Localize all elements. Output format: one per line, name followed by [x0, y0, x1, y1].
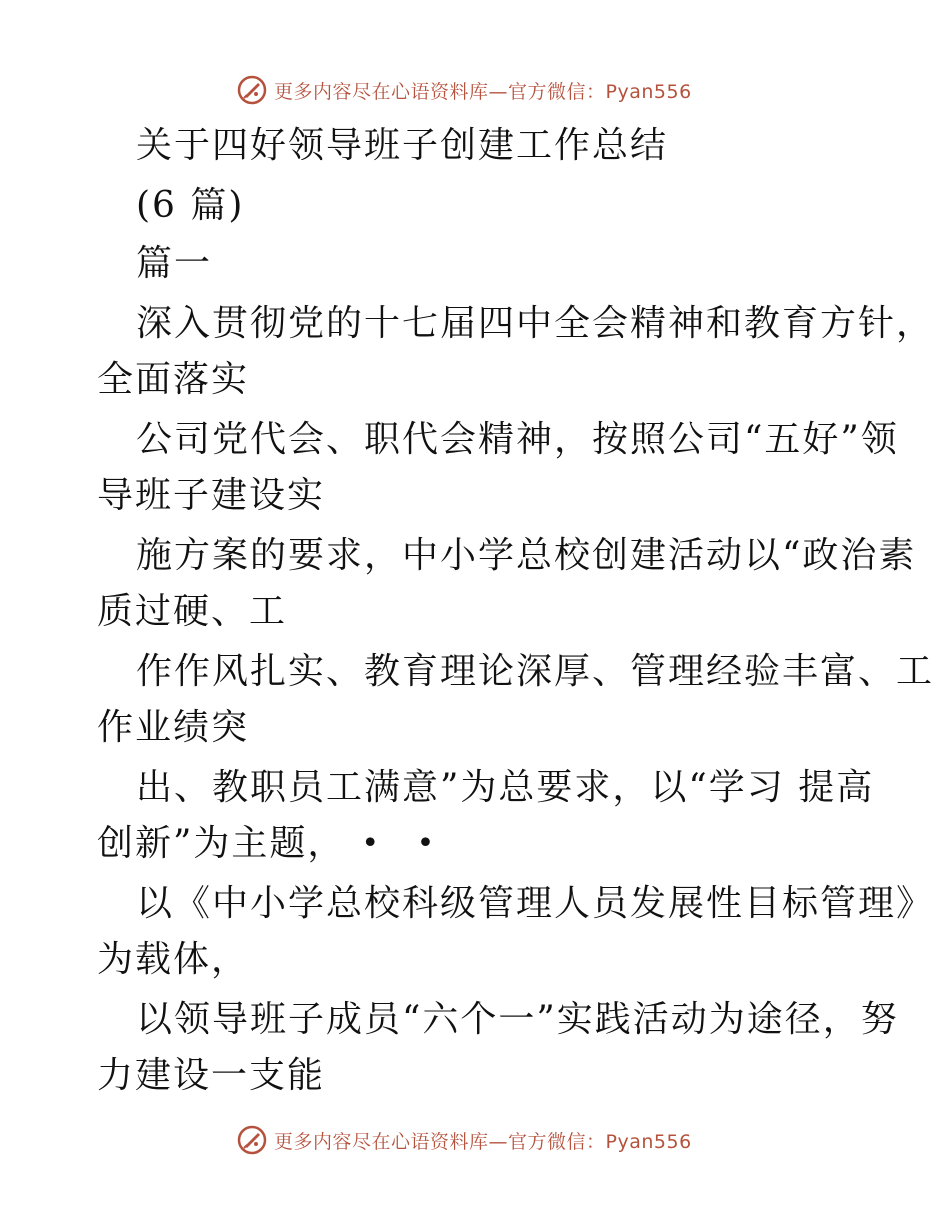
paragraph-line: 力建设一支能: [97, 1055, 326, 1096]
paragraph-line: 作业绩突: [97, 707, 250, 748]
section-heading: 篇一: [136, 243, 213, 284]
watermark-header: [236, 74, 692, 106]
paragraph-line: 质过硬、工: [97, 591, 288, 632]
paragraph-line: 深入贯彻党的十七届四中全会精神和教育方针，: [136, 303, 935, 344]
paragraph-line: [97, 822, 448, 866]
paragraph-line: 以领导班子成员“六个一”实践活动为途径，努: [136, 999, 899, 1040]
paragraph-line: 出、教职员工满意”为总要求，以“学习 提高: [136, 767, 875, 808]
document-title: 关于四好领导班子创建工作总结: [136, 125, 669, 166]
paragraph-line: 公司党代会、职代会精神，按照公司“五好”领: [136, 419, 899, 460]
document-subtitle: (6 篇): [136, 185, 245, 226]
watermark-text: 更多内容尽在心语资料库—官方微信：Pyan556: [274, 1130, 692, 1153]
quill-seal-icon: [236, 74, 268, 106]
paragraph-line: 全面落实: [97, 359, 250, 400]
watermark-text: 更多内容尽在心语资料库—官方微信：Pyan556: [274, 80, 692, 103]
paragraph-line: 导班子建设实: [97, 475, 326, 516]
paragraph-line: 为载体，: [97, 939, 250, 980]
quill-seal-icon: [236, 1124, 268, 1156]
paragraph-line-text: 创新”为主题，: [97, 823, 346, 864]
paragraph-line: 作作风扎实、教育理论深厚、管理经验丰富、工: [136, 651, 935, 692]
watermark-footer: [236, 1124, 692, 1156]
paragraph-line: 以《中小学总校科级管理人员发展性目标管理》: [136, 883, 935, 924]
paragraph-line: 施方案的要求，中小学总校创建活动以“政治素: [136, 535, 917, 576]
bullet-dots: • •: [361, 826, 449, 861]
